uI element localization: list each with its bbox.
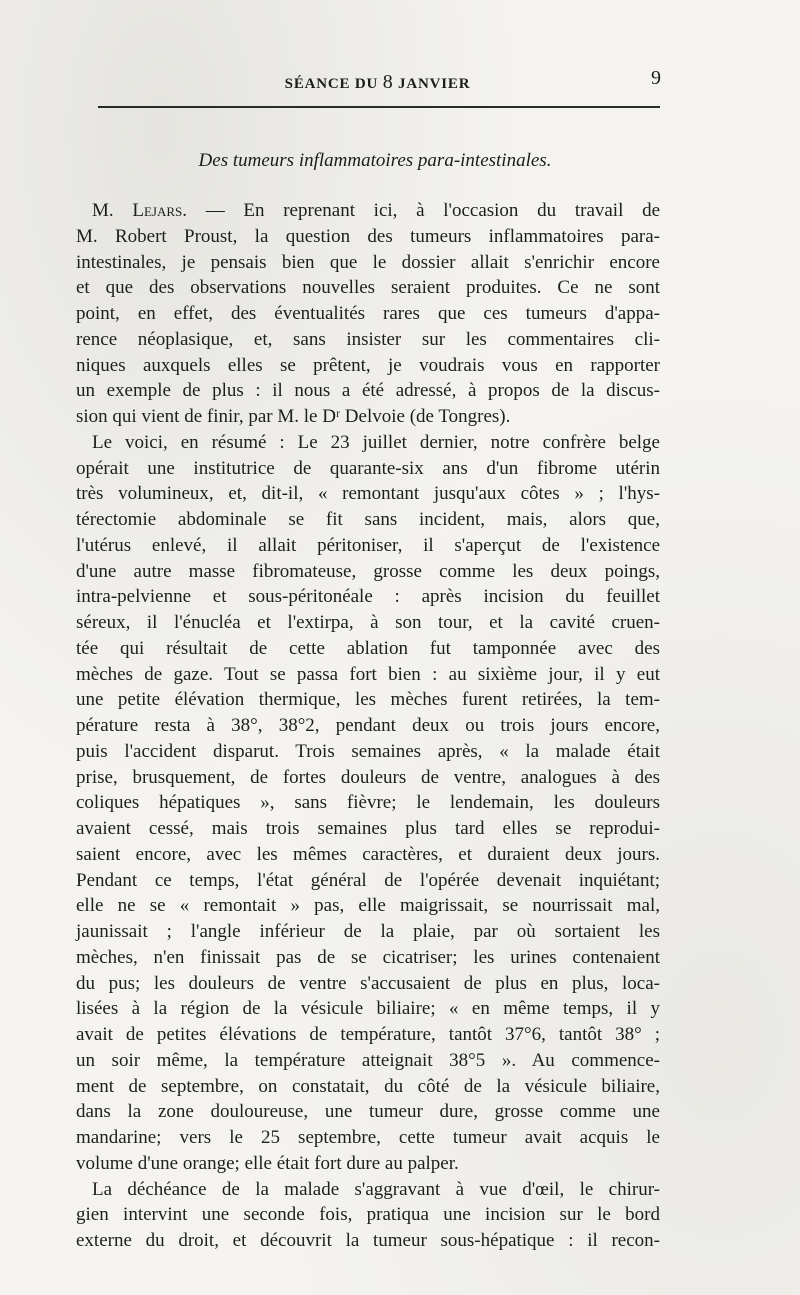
text-line: Pendant ce temps, l'état général de l'opérée devenait inquiétant; xyxy=(76,869,660,891)
text-line: intestinales, je pensais bien que le dossier allait s'enrichir encore xyxy=(76,251,660,273)
text-line: avait de petites élévations de température, tantôt 37°6, tantôt 38° ; xyxy=(76,1024,660,1045)
text-line: avaient cessé, mais trois semaines plus tard elles se reprodui- xyxy=(76,818,660,839)
text-line: un soir même, la température atteignait 38°5 ». Au commence- xyxy=(76,1049,660,1071)
page-number: 9 xyxy=(651,67,661,89)
running-title-pre: SÉANCE DU xyxy=(284,76,383,92)
text-line: sion qui vient de finir, par M. le Dʳ Delvoie (de Tongres). xyxy=(76,406,511,427)
text-line: mandarine; vers le 25 septembre, cette tumeur avait acquis le xyxy=(76,1127,660,1148)
text-line: un exemple de plus : il nous a été adressé, à propos de la discus- xyxy=(76,380,660,402)
section-title: Des tumeurs inflammatoires para-intestinales. xyxy=(198,150,552,171)
text-line: Le voici, en résumé : Le 23 juillet dernier, notre confrère belge xyxy=(92,431,660,453)
text-line: une petite élévation thermique, les mèches furent retirées, la tem- xyxy=(76,689,660,711)
running-title-number: 8 xyxy=(382,71,394,93)
text-line: ment de septembre, on constatait, du côté de la vésicule biliaire, xyxy=(76,1075,660,1097)
text-line: mèches de gaze. Tout se passa fort bien : au sixième jour, il y eut xyxy=(76,663,660,685)
text-line: externe du droit, et découvrit la tumeur sous-hépatique : il recon- xyxy=(76,1230,660,1251)
author-name: M. Lejars. xyxy=(92,200,187,221)
text-line: elle ne se « remontait » pas, elle maigrissait, se nourrissait mal, xyxy=(76,895,660,917)
text-line: puis l'accident disparut. Trois semaines après, « la malade était xyxy=(76,740,660,762)
running-title-post: JANVIER xyxy=(393,76,471,92)
body-text xyxy=(76,198,660,1254)
text-line: volume d'une orange; elle était fort dure au palper. xyxy=(76,1152,459,1174)
text-line: M. Lejars. — En reprenant ici, à l'occasion du travail de xyxy=(92,200,661,221)
text-line: intra-pelvienne et sous-péritonéale : après incision du feuillet xyxy=(76,586,660,608)
running-title xyxy=(90,71,665,94)
page-header xyxy=(90,67,665,99)
text-line: lisées à la région de la vésicule biliaire; « en même temps, il y xyxy=(76,998,660,1020)
text-line: La déchéance de la malade s'aggravant à vue d'œil, le chirur- xyxy=(92,1178,660,1200)
text-line: très volumineux, et, dit-il, « remontant jusqu'aux côtes » ; l'hys- xyxy=(76,483,660,505)
text-line: M. Robert Proust, la question des tumeurs inflammatoires para- xyxy=(76,225,660,247)
text-line: tée qui résultait de cette ablation fut tamponnée avec des xyxy=(76,637,660,659)
text-line: séreux, il l'énucléa et l'extirpa, à son tour, et la cavité cruen- xyxy=(76,612,660,633)
text-line: térectomie abdominale se fit sans incident, mais, alors que, xyxy=(76,509,660,530)
text-line: jaunissait ; l'angle inférieur de la plaie, par où sortaient les xyxy=(76,921,660,942)
text-line: coliques hépatiques », sans fièvre; le lendemain, les douleurs xyxy=(76,792,660,814)
text-line: d'une autre masse fibromateuse, grosse comme les deux poings, xyxy=(76,560,660,582)
text-line: gien intervint une seconde fois, pratiqua une incision sur le bord xyxy=(76,1204,660,1226)
text-line: mèches, n'en finissait pas de se cicatriser; les urines contenaient xyxy=(76,946,660,968)
text-line: pérature resta à 38°, 38°2, pendant deux ou trois jours encore, xyxy=(76,715,660,736)
header-rule xyxy=(98,106,660,108)
text-line: dans la zone douloureuse, une tumeur dure, grosse comme une xyxy=(76,1101,660,1123)
text-line: rence néoplasique, et, sans insister sur les commentaires cli- xyxy=(76,328,660,350)
text-line: et que des observations nouvelles seraient produites. Ce ne sont xyxy=(76,277,660,299)
text-line: prise, brusquement, de fortes douleurs de ventre, analogues à des xyxy=(76,766,660,788)
text-line: opérait une institutrice de quarante-six ans d'un fibrome utérin xyxy=(76,457,660,479)
text-line: point, en effet, des éventualités rares que ces tumeurs d'appa- xyxy=(76,303,660,324)
text-line: niques auxquels elles se prêtent, je voudrais vous en rapporter xyxy=(76,354,660,376)
text-line: saient encore, avec les mêmes caractères, et duraient deux jours. xyxy=(76,843,660,865)
text-line: l'utérus enlevé, il allait péritoniser, il s'aperçut de l'existence xyxy=(76,534,660,556)
text-line: du pus; les douleurs de ventre s'accusaient de plus en plus, loca- xyxy=(76,972,660,994)
